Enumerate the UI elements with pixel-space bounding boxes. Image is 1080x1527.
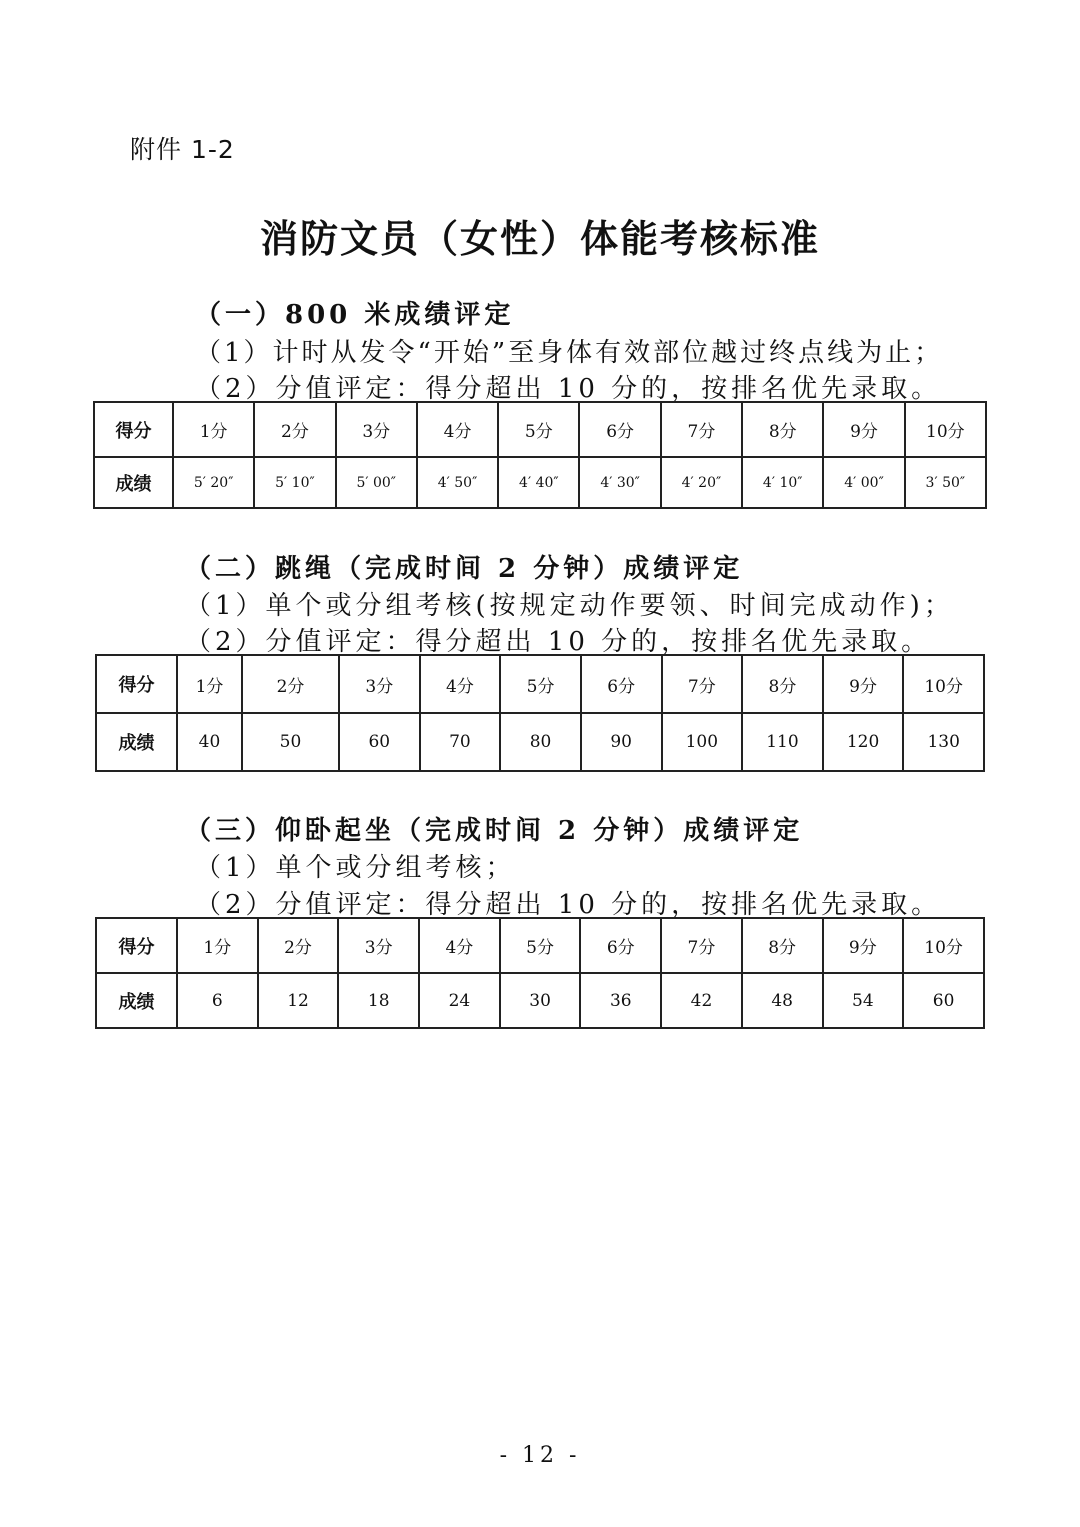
cell: 3分 [339, 655, 420, 713]
section-2-line-2: （2）分值评定：得分超出 10 分的，按排名优先录取。 [185, 627, 932, 657]
cell: 4′ 30″ [579, 457, 660, 508]
cell: 80 [500, 713, 581, 771]
cell: 4分 [417, 402, 498, 457]
cell: 6分 [580, 918, 661, 973]
cell: 110 [742, 713, 823, 771]
cell: 30 [500, 973, 581, 1028]
cell: 9分 [823, 655, 904, 713]
cell: 4′ 50″ [417, 457, 498, 508]
cell: 4′ 40″ [498, 457, 579, 508]
cell: 1分 [177, 655, 242, 713]
table-row-results [96, 713, 984, 771]
table-row-scores [96, 655, 984, 713]
cell: 5分 [498, 402, 579, 457]
cell: 2分 [242, 655, 339, 713]
cell: 12 [258, 973, 339, 1028]
cell: 6分 [579, 402, 660, 457]
cell: 6分 [581, 655, 662, 713]
cell: 5′ 10″ [254, 457, 335, 508]
cell: 4分 [419, 918, 500, 973]
row-label: 成绩 [96, 973, 177, 1028]
cell: 90 [581, 713, 662, 771]
cell: 7分 [662, 655, 743, 713]
section-1-line-2: （2）分值评定：得分超出 10 分的，按排名优先录取。 [195, 374, 942, 404]
section-1-line-1: （1）计时从发令“开始”至身体有效部位越过终点线为止； [195, 338, 944, 368]
cell: 7分 [661, 402, 742, 457]
row-label: 得分 [96, 918, 177, 973]
cell: 48 [742, 973, 823, 1028]
cell: 5′ 20″ [173, 457, 254, 508]
cell: 5′ 00″ [336, 457, 417, 508]
cell: 54 [823, 973, 904, 1028]
section-3-heading: （三）仰卧起坐（完成时间 2 分钟）成绩评定 [185, 816, 804, 846]
row-label: 得分 [96, 655, 177, 713]
cell: 5分 [500, 655, 581, 713]
cell: 7分 [661, 918, 742, 973]
section-1-heading: （一）800 米成绩评定 [195, 300, 515, 330]
cell: 5分 [500, 918, 581, 973]
cell: 50 [242, 713, 339, 771]
page-number: - 12 - [499, 1443, 581, 1468]
row-label: 成绩 [96, 713, 177, 771]
cell: 6 [177, 973, 258, 1028]
cell: 24 [419, 973, 500, 1028]
cell: 1分 [177, 918, 258, 973]
cell: 3分 [336, 402, 417, 457]
cell: 9分 [823, 402, 904, 457]
cell: 18 [338, 973, 419, 1028]
page-title: 消防文员（女性）体能考核标准 [259, 216, 820, 261]
table-row-scores [96, 918, 984, 973]
table-row-results [94, 457, 986, 508]
row-label: 成绩 [94, 457, 173, 508]
cell: 10分 [903, 918, 984, 973]
cell: 9分 [823, 918, 904, 973]
cell: 1分 [173, 402, 254, 457]
cell: 4分 [420, 655, 501, 713]
cell: 60 [339, 713, 420, 771]
cell: 3′ 50″ [905, 457, 986, 508]
table-sit-ups [95, 917, 985, 1029]
cell: 130 [903, 713, 984, 771]
cell: 40 [177, 713, 242, 771]
cell: 60 [903, 973, 984, 1028]
row-label: 得分 [94, 402, 173, 457]
cell: 100 [662, 713, 743, 771]
cell: 42 [661, 973, 742, 1028]
table-row-scores [94, 402, 986, 457]
cell: 10分 [903, 655, 984, 713]
section-3-line-2: （2）分值评定：得分超出 10 分的，按排名优先录取。 [195, 890, 942, 920]
cell: 70 [420, 713, 501, 771]
cell: 10分 [905, 402, 986, 457]
cell: 3分 [338, 918, 419, 973]
cell: 8分 [742, 402, 823, 457]
cell: 120 [823, 713, 904, 771]
section-2-line-1: （1）单个或分组考核(按规定动作要领、时间完成动作)； [185, 591, 954, 621]
annex-label: 附件 1-2 [130, 135, 235, 164]
cell: 4′ 20″ [661, 457, 742, 508]
cell: 2分 [258, 918, 339, 973]
cell: 36 [580, 973, 661, 1028]
cell: 8分 [742, 918, 823, 973]
cell: 8分 [742, 655, 823, 713]
cell: 4′ 00″ [823, 457, 904, 508]
section-3-line-1: （1）单个或分组考核； [195, 853, 516, 883]
table-jump-rope [95, 654, 985, 772]
cell: 2分 [254, 402, 335, 457]
table-row-results [96, 973, 984, 1028]
cell: 4′ 10″ [742, 457, 823, 508]
section-2-heading: （二）跳绳（完成时间 2 分钟）成绩评定 [185, 554, 744, 584]
table-800m [93, 401, 987, 509]
